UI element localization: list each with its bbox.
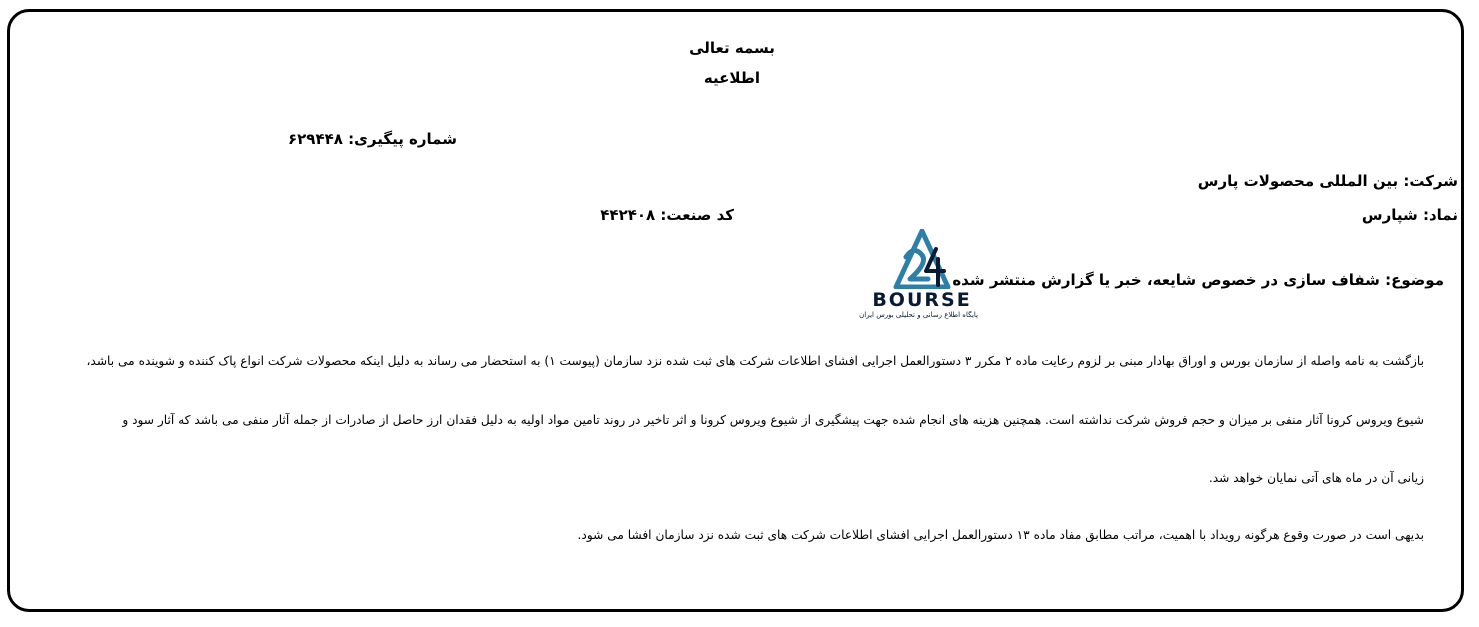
subject-line: موضوع: شفاف سازی در خصوص شایعه، خبر یا گزارش منتشر شده xyxy=(952,271,1444,289)
tracking-number: شماره پیگیری: ۶۲۹۴۴۸ xyxy=(288,130,457,148)
logo-tagline: پایگاه اطلاع رسانی و تحلیلی بورس ایران xyxy=(859,311,978,319)
logo-wordmark: BOURSE xyxy=(872,289,972,311)
body-paragraph: بازگشت به نامه واصله از سازمان بورس و اوراق بهادار مبنی بر لزوم رعایت ماده ۲ مکرر ۳ دستورالعمل اجرایی افشای اطلاعات شرکت های ثبت شده نزد سازمان (پیوست ۱) به استحضار می رساند به دلیل اینکه محصولات شرکت انواع پاک کننده و شوینده می باشد، xyxy=(86,354,1424,368)
document-frame xyxy=(7,9,1464,612)
body-paragraph: شیوع ویروس کرونا آثار منفی بر میزان و حجم فروش شرکت نداشته است. همچنین هزینه های انجام شده جهت پیشگیری از شیوع ویروس کرونا و اثر تاخیر در روند تامین مواد اولیه به دلیل فقدان ارز حاصل از صادرات از جمله آثار منفی می باشد که آثار سود و xyxy=(122,413,1424,427)
announcement-title: اطلاعیه xyxy=(703,69,761,87)
stock-symbol: نماد: شپارس xyxy=(1361,206,1458,224)
company-name: شرکت: بین المللی محصولات پارس xyxy=(1197,172,1458,190)
bismillah-heading: بسمه تعالی xyxy=(689,39,775,57)
industry-code: کد صنعت: ۴۴۲۴۰۸ xyxy=(600,206,734,224)
body-paragraph: زیانی آن در ماه های آتی نمایان خواهد شد. xyxy=(1208,471,1424,485)
body-paragraph: بدیهی است در صورت وقوع هرگونه رویداد با اهمیت، مراتب مطابق مفاد ماده ۱۳ دستورالعمل اجرایی افشای اطلاعات شرکت های ثبت شده نزد سازمان افشا می شود. xyxy=(577,528,1424,542)
